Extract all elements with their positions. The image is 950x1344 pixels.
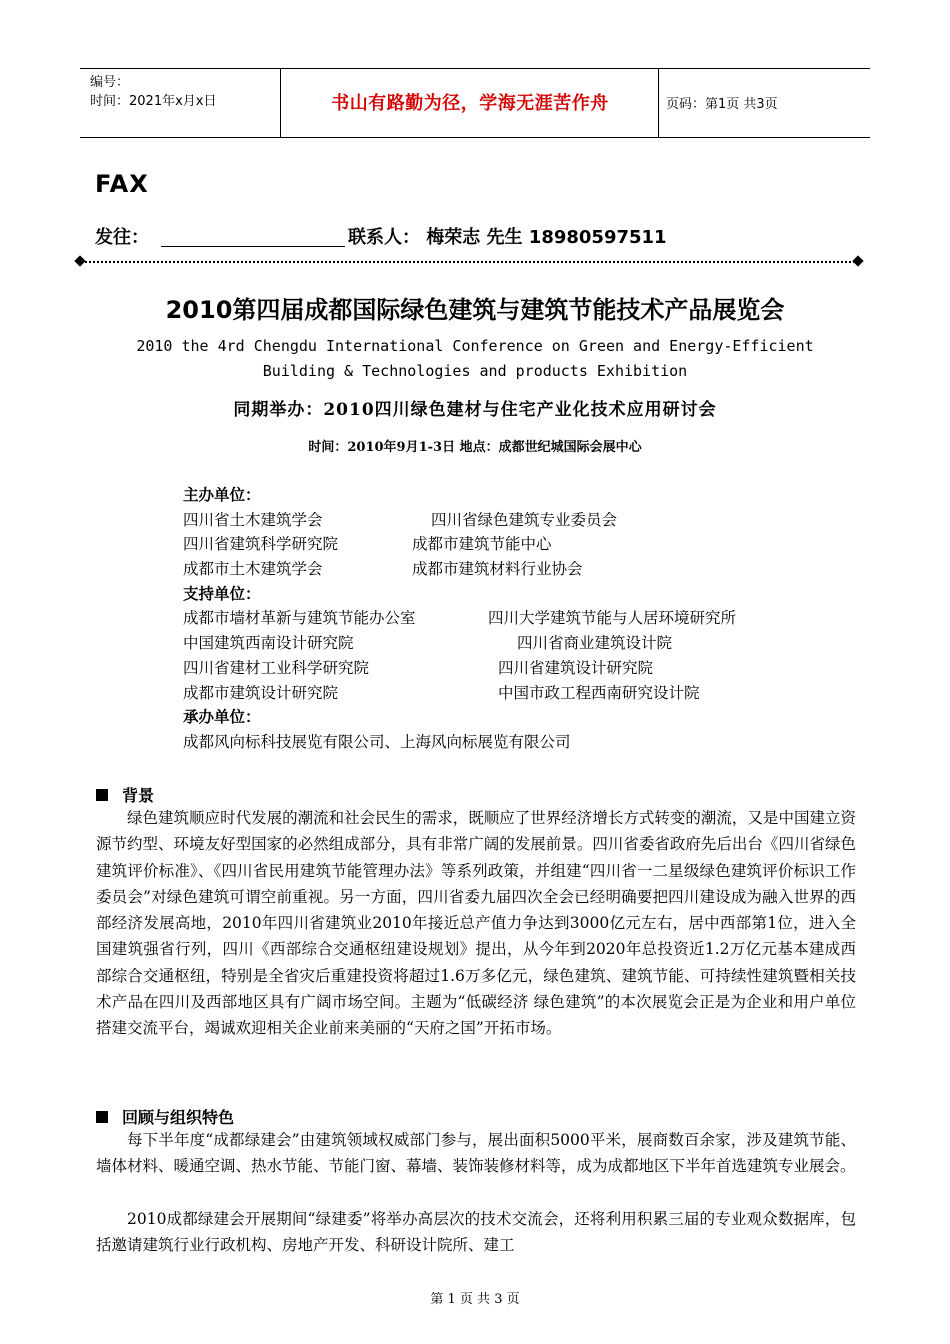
host-row [183, 508, 883, 533]
support-org: 四川省建材工业科学研究院 [183, 658, 370, 677]
undertake-label: 承办单位： [183, 708, 261, 727]
support-org: 四川大学建筑节能与人居环境研究所 [488, 609, 737, 628]
support-org: 中国市政工程西南研究设计院 [498, 683, 700, 702]
page-footer: 第 1 页 共 3 页 [430, 1292, 520, 1307]
review-heading [96, 1105, 234, 1128]
send-to-label: 发往： [95, 227, 149, 248]
dotted-separator [80, 261, 859, 263]
support-org: 成都市墙材革新与建筑节能办公室 [183, 609, 416, 628]
host-org: 四川省建筑科学研究院 [183, 535, 339, 554]
review-paragraph-1: 每下半年度“成都绿建会”由建筑领域权威部门参与，展出面积5000平米，展商数百余家，涉及建筑节能、墙体材料、暖通空调、热水节能、节能门窗、幕墙、装饰装修材料等，成为成都地区下半年首选建筑专业展会。 [96, 1131, 856, 1176]
time-place: 时间：2010年9月1-3日 地点：成都世纪城国际会展中心 [308, 440, 642, 455]
background-heading-text: 背景 [122, 786, 155, 805]
host-row [183, 532, 883, 557]
support-row [183, 606, 883, 631]
event-title-en-line2: Building & Technologies and products Exhibition [262, 362, 688, 380]
host-org: 四川省土木建筑学会 [183, 510, 323, 529]
support-org: 中国建筑西南设计研究院 [183, 634, 354, 653]
header-page-info: 页码：第1页 共3页 [666, 97, 778, 112]
concurrent-event: 同期举办：2010四川绿色建材与住宅产业化技术应用研讨会 [233, 400, 717, 420]
host-org: 成都市建筑节能中心 [412, 535, 552, 554]
separator-diamond-right [852, 255, 863, 266]
square-bullet-icon [96, 1111, 108, 1123]
review-paragraph-2: 2010成都绿建会开展期间“绿建委”将举办高层次的技术交流会，还将利用积累三届的专业观众数据库，包括邀请建筑行业行政机构、房地产开发、科研设计院所、建工 [96, 1210, 856, 1255]
send-to-blank-line[interactable] [161, 246, 345, 247]
header-number: 编号： [90, 75, 130, 90]
support-row [183, 656, 883, 681]
header-divider [658, 69, 659, 137]
background-paragraph: 绿色建筑顺应时代发展的潮流和社会民生的需求，既顺应了世界经济增长方式转变的潮流，又是中国建立资源节约型、环境友好型国家的必然组成部分，具有非常广阔的发展前景。四川省委省政府先后出台《四川省绿色建筑评价标准》、《四川省民用建筑节能管理办法》等系列政策，并组建“四川省一二星级绿色建筑评价标识工作委员会”对绿色建筑可谓空前重视。另一方面，四川省委九届四次全会已经明确要把四川建设成为融入世界的西部经济发展高地，2010年四川省建筑业2010年接近总产值力争达到3000亿元左右，居中西部第1位，进入全国建筑强省行列，四川《西部综合交通枢纽建设规划》提出，从今年到2020年总投资近1.2万亿元基本建成西部综合交通枢纽，特别是全省灾后重建投资将超过1.6万多亿元，绿色建筑、建筑节能、可持续性建筑暨相关技术产品在四川及西部地区具有广阔市场空间。主题为“低碳经济 绿色建筑”的本次展览会正是为企业和用户单位搭建交流平台，竭诚欢迎相关企业前来美丽的“天府之国”开拓市场。 [96, 809, 856, 1038]
organizers-section [183, 483, 883, 755]
fax-title: FAX [95, 170, 149, 198]
review-heading-text: 回顾与组织特色 [122, 1108, 235, 1127]
support-row [183, 681, 883, 706]
header-time: 时间：2021年x月x日 [90, 94, 217, 109]
host-org: 四川省绿色建筑专业委员会 [431, 510, 618, 529]
host-org: 成都市建筑材料行业协会 [412, 560, 583, 579]
support-org: 四川省建筑设计研究院 [498, 658, 654, 677]
header-meta [90, 73, 216, 111]
event-title-en-line1: 2010 the 4rd Chengdu International Conference on Green and Energy-Efficient [136, 337, 814, 355]
event-title-cn: 2010第四届成都国际绿色建筑与建筑节能技术产品展览会 [165, 296, 785, 324]
header-motto: 书山有路勤为径，学海无涯苦作舟 [331, 93, 609, 114]
document-header [80, 68, 870, 138]
support-org: 四川省商业建筑设计院 [517, 634, 673, 653]
event-title-en [100, 334, 850, 384]
support-row [183, 631, 883, 656]
background-heading [96, 783, 154, 806]
contact-info: 联系人： 梅荣志 先生 18980597511 [348, 227, 667, 248]
host-label: 主办单位： [183, 486, 261, 504]
square-bullet-icon [96, 789, 108, 801]
host-org: 成都市土木建筑学会 [183, 560, 323, 579]
support-label: 支持单位： [183, 584, 261, 603]
host-row [183, 557, 883, 582]
support-org: 成都市建筑设计研究院 [183, 683, 339, 702]
undertake-org: 成都风向标科技展览有限公司、上海风向标展览有限公司 [183, 732, 571, 751]
header-divider [280, 69, 281, 137]
